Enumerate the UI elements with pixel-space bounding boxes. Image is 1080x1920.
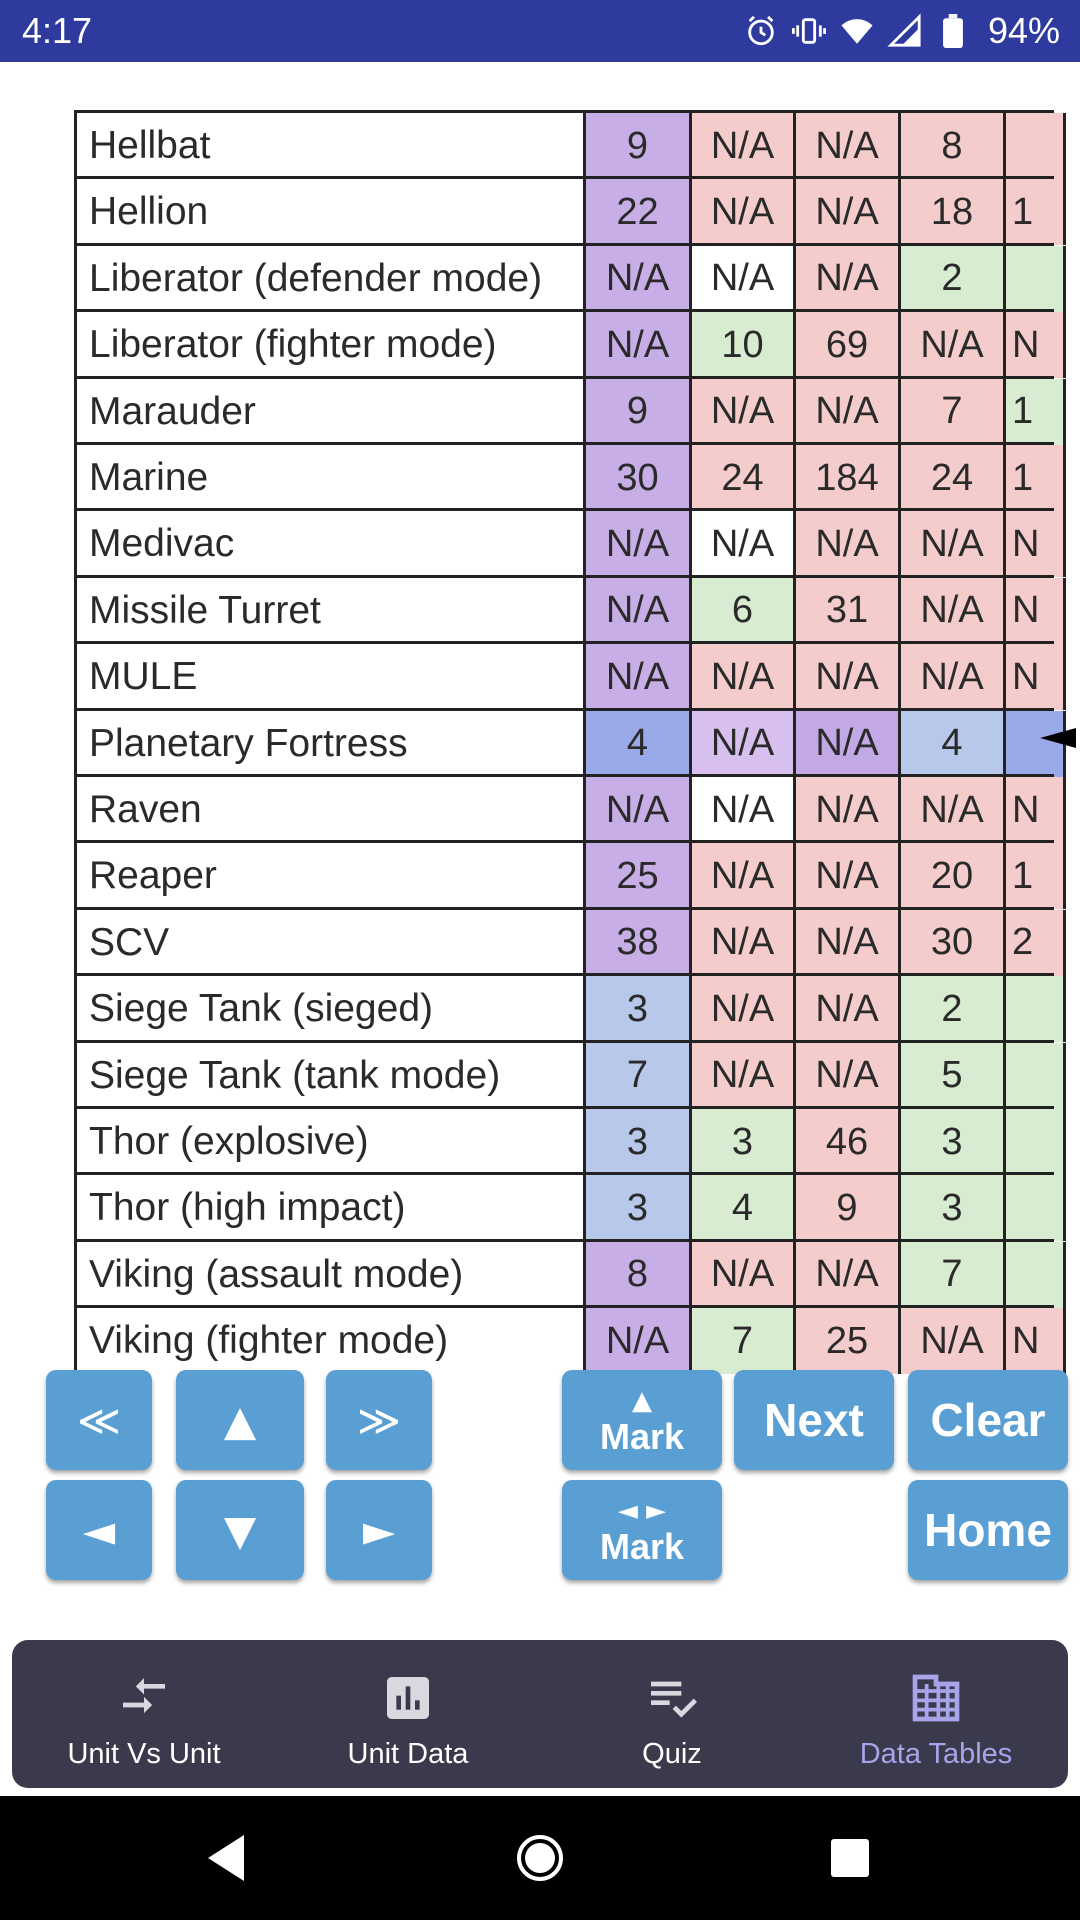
home-system-button[interactable] [480,1796,600,1920]
value-cell [1006,113,1066,179]
value-cell: N [1006,312,1066,378]
value-cell [1006,1043,1066,1109]
value-cell: 22 [586,179,692,245]
signal-icon [888,14,922,48]
unit-name-cell: Planetary Fortress [74,711,586,777]
unit-name-cell: Raven [74,777,586,843]
value-cell: N/A [901,644,1006,710]
table-row[interactable] [74,840,1054,906]
table-row[interactable] [74,376,1054,442]
bottom-navigation [12,1640,1068,1788]
value-cell: N/A [796,777,901,843]
value-cell: 4 [901,711,1006,777]
value-cell: 184 [796,445,901,511]
nav-label: Unit Vs Unit [67,1738,221,1770]
value-cell: N/A [796,976,901,1042]
vibrate-icon [792,14,826,48]
value-cell: 3 [901,1109,1006,1175]
unit-name-cell: Thor (explosive) [74,1109,586,1175]
home-circle-icon [515,1833,565,1883]
mark-column-label: Mark [599,1526,685,1567]
table-row[interactable] [74,774,1054,840]
value-cell: 9 [586,113,692,179]
unit-name-cell: MULE [74,644,586,710]
value-cell: 46 [796,1109,901,1175]
table-row[interactable] [74,575,1054,641]
value-cell: 4 [586,711,692,777]
table-row[interactable] [74,110,1054,176]
nav-unit-data[interactable] [276,1640,540,1788]
jump-right-button[interactable] [326,1370,432,1470]
value-cell: N/A [692,1242,796,1308]
compare-arrows-icon [116,1670,172,1726]
value-cell: N [1006,511,1066,577]
jump-left-button[interactable] [46,1370,152,1470]
value-cell: N/A [796,1242,901,1308]
data-table[interactable] [74,110,1040,1363]
unit-name-cell: Thor (high impact) [74,1175,586,1241]
value-cell: 8 [901,113,1006,179]
recents-square-icon [829,1837,871,1879]
table-row[interactable] [74,973,1054,1039]
table-row[interactable] [74,508,1054,574]
table-row[interactable] [74,442,1054,508]
table-row[interactable] [74,641,1054,707]
arrow-right-icon: ► [362,1505,396,1555]
right-button[interactable] [326,1480,432,1580]
value-cell: N/A [901,312,1006,378]
value-cell: N/A [692,711,796,777]
value-cell: 3 [586,1109,692,1175]
value-cell: 3 [901,1175,1006,1241]
value-cell: 10 [692,312,796,378]
nav-label: Quiz [642,1738,702,1770]
value-cell: N/A [692,777,796,843]
unit-name-cell: Reaper [74,843,586,909]
value-cell: 7 [901,379,1006,445]
table-row[interactable] [74,907,1054,973]
value-cell [1006,1175,1066,1241]
value-cell: 24 [901,445,1006,511]
value-cell: N/A [692,113,796,179]
nav-unit-vs-unit[interactable] [12,1640,276,1788]
value-cell: N/A [692,246,796,312]
nav-quiz[interactable] [540,1640,804,1788]
value-cell: N/A [586,777,692,843]
recents-button[interactable] [790,1796,910,1920]
value-cell: N/A [796,1043,901,1109]
value-cell: N/A [586,644,692,710]
value-cell: N/A [692,644,796,710]
mark-row-button[interactable] [562,1370,722,1470]
mark-column-icon: ◄ ► [617,1496,667,1526]
unit-name-cell: Liberator (defender mode) [74,246,586,312]
status-icons [744,8,1060,54]
unit-name-cell: Missile Turret [74,578,586,644]
value-cell: N [1006,578,1066,644]
value-cell [1006,1242,1066,1308]
value-cell: 4 [692,1175,796,1241]
double-left-icon: ≪ [77,1395,121,1445]
value-cell: N [1006,644,1066,710]
unit-name-cell: Hellbat [74,113,586,179]
mark-column-button[interactable] [562,1480,722,1580]
unit-name-cell: Viking (assault mode) [74,1242,586,1308]
value-cell: 31 [796,578,901,644]
value-cell [1006,976,1066,1042]
mark-row-icon: ▲ [632,1386,652,1416]
value-cell [1006,246,1066,312]
nav-label: Unit Data [347,1738,469,1770]
table-grid-icon [908,1670,964,1726]
clear-label: Clear [930,1394,1046,1446]
status-time: 4:17 [22,10,93,51]
arrow-down-icon: ▼ [223,1505,257,1555]
arrow-left-icon: ◄ [82,1505,116,1555]
nav-data-tables[interactable] [804,1640,1068,1788]
value-cell: N/A [586,1308,692,1374]
value-cell: 38 [586,910,692,976]
unit-name-cell: Marine [74,445,586,511]
table-row[interactable] [74,176,1054,242]
table-row[interactable] [74,309,1054,375]
alarm-icon [744,14,778,48]
value-cell: N/A [692,843,796,909]
unit-name-cell: Medivac [74,511,586,577]
table-row[interactable] [74,1172,1054,1238]
value-cell: N/A [586,312,692,378]
system-navigation-bar [0,1796,1080,1920]
value-cell: 2 [901,976,1006,1042]
value-cell: N/A [586,578,692,644]
value-cell: N/A [796,179,901,245]
value-cell: 5 [901,1043,1006,1109]
mark-row-label: Mark [599,1416,685,1457]
home-button[interactable] [908,1480,1068,1580]
bar-chart-icon [380,1670,436,1726]
value-cell: N [1006,777,1066,843]
value-cell: 6 [692,578,796,644]
value-cell: 2 [1006,910,1066,976]
value-cell: 24 [692,445,796,511]
checklist-icon [644,1670,700,1726]
value-cell: 30 [586,445,692,511]
double-right-icon: ≫ [357,1395,401,1445]
up-button[interactable] [176,1370,304,1470]
value-cell: N/A [901,511,1006,577]
table-row[interactable] [74,708,1054,774]
unit-name-cell: Siege Tank (tank mode) [74,1043,586,1109]
value-cell: 9 [586,379,692,445]
value-cell: 1 [1006,379,1066,445]
value-cell: 20 [901,843,1006,909]
value-cell: N/A [692,1043,796,1109]
unit-name-cell: Siege Tank (sieged) [74,976,586,1042]
battery-percent: 94% [987,10,1060,51]
value-cell: 69 [796,312,901,378]
table-row[interactable] [74,1305,1054,1371]
value-cell: N/A [692,179,796,245]
value-cell: 1 [1006,843,1066,909]
table-row[interactable] [74,1106,1054,1172]
table-row[interactable] [74,243,1054,309]
value-cell: N/A [901,1308,1006,1374]
value-cell: 30 [901,910,1006,976]
back-triangle-icon [204,1833,248,1883]
clear-button[interactable] [908,1370,1068,1470]
value-cell: N/A [796,843,901,909]
unit-name-cell: Hellion [74,179,586,245]
value-cell: N/A [586,246,692,312]
battery-icon [936,14,970,48]
value-cell: 18 [901,179,1006,245]
value-cell: 7 [692,1308,796,1374]
value-cell: N/A [796,113,901,179]
value-cell: N/A [901,578,1006,644]
value-cell: N/A [796,711,901,777]
value-cell: N/A [796,511,901,577]
value-cell: 7 [586,1043,692,1109]
value-cell: 8 [586,1242,692,1308]
value-cell: N/A [692,910,796,976]
value-cell: N [1006,1308,1066,1374]
value-cell: 25 [586,843,692,909]
home-label: Home [924,1504,1052,1556]
value-cell: N/A [586,511,692,577]
value-cell: 9 [796,1175,901,1241]
table-row[interactable] [74,1040,1054,1106]
value-cell [1006,1109,1066,1175]
left-button[interactable] [46,1480,152,1580]
unit-name-cell: Marauder [74,379,586,445]
value-cell: 1 [1006,179,1066,245]
value-cell: 3 [586,1175,692,1241]
next-label: Next [764,1394,864,1446]
unit-name-cell: Liberator (fighter mode) [74,312,586,378]
value-cell: N/A [796,910,901,976]
next-button[interactable] [734,1370,894,1470]
value-cell: 2 [901,246,1006,312]
value-cell: 7 [901,1242,1006,1308]
value-cell: 3 [692,1109,796,1175]
value-cell: N/A [796,644,901,710]
unit-name-cell: SCV [74,910,586,976]
row-marker-arrow-icon [1040,728,1076,748]
wifi-icon [840,14,874,48]
value-cell: 1 [1006,445,1066,511]
value-cell: N/A [692,379,796,445]
value-cell: N/A [901,777,1006,843]
status-bar [0,0,1080,62]
unit-name-cell: Viking (fighter mode) [74,1308,586,1374]
down-button[interactable] [176,1480,304,1580]
table-row[interactable] [74,1239,1054,1305]
back-button[interactable] [166,1796,286,1920]
value-cell: 3 [586,976,692,1042]
value-cell: N/A [692,511,796,577]
value-cell: 25 [796,1308,901,1374]
nav-label: Data Tables [859,1738,1013,1770]
value-cell: N/A [796,246,901,312]
value-cell: N/A [796,379,901,445]
value-cell: N/A [692,976,796,1042]
arrow-up-icon: ▲ [223,1395,257,1445]
